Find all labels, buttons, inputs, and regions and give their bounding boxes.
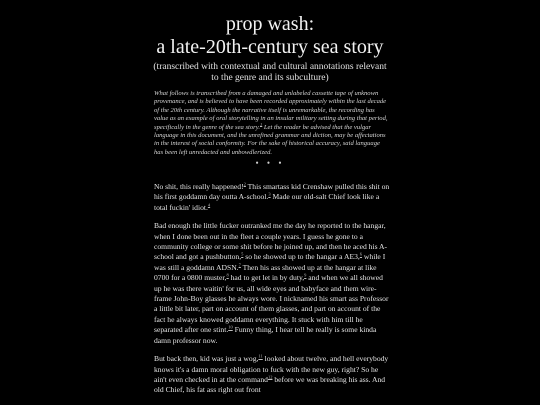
footnote-link-6[interactable]: 6 (359, 251, 363, 257)
footnote-link-5[interactable]: 5 (241, 251, 244, 257)
page-title-line-1: prop wash: (225, 13, 315, 35)
footnote-link-3[interactable]: 3 (268, 191, 271, 197)
footnote-link-4[interactable]: 4 (207, 202, 211, 208)
footnote-link-2[interactable]: 2 (243, 181, 246, 187)
p2-text-a: Bad enough the little fucker outranked me the day he reported to the hangar, when I done been out in the fleet a couple years. I guess he gone to a community college or some shit before he joined up, and then he aced his A-school and got a pushbutton, (154, 221, 388, 262)
footnote-link-1[interactable]: 1 (259, 121, 263, 127)
p3-text-b: looked about twelve, and hell everybody knows it's a damn moral obligation to fuck with the new guy, right? So he ain't even checked in at the command (154, 354, 389, 384)
p2-text-c: while I was still a goddamn ADSN. (154, 252, 386, 272)
paragraph-3 (154, 354, 390, 396)
p1-text-a: No shit, this really happened! (154, 182, 244, 191)
footnote-link-8[interactable]: 8 (226, 272, 229, 278)
p1-text-b: This smartass kid Crenshaw pulled this shit on his first goddamn day outta A-school. (154, 182, 390, 202)
intro-text-a: What follows is transcribed from a damaged and unlabeled cassette tape of unknown provenance, and is believed to have been recorded approximately within the last decade of the 20th century. Although the narrative itself is unremarkable, the recording has value as an example of oral storytelling in an insular military setting during that period, specifically in the genre of the sea story. (154, 90, 388, 131)
intro-note (154, 90, 390, 157)
paragraph-2 (154, 221, 390, 346)
footnote-link-10[interactable]: 10 (228, 324, 233, 330)
footnote-link-7[interactable]: 7 (238, 262, 241, 268)
p2-text-b: so he showed up to the hangar a AE3, (243, 252, 360, 262)
footnote-link-11[interactable]: 11 (258, 353, 263, 359)
page-title-line-2: a late-20th-century sea story (156, 36, 384, 58)
p3-text-a: But back then, kid was just a wog, (154, 354, 259, 364)
paragraph-1 (154, 182, 390, 213)
p2-text-e: had to get let in by duty, (228, 273, 305, 283)
story-body (154, 182, 390, 404)
footnote-link-12[interactable]: 12 (267, 374, 273, 380)
intro-text-b: Let the reader be advised that the vulgar language in this document, and the unrefined grammar and diction, may be affectations in the interest of social conformity. For the sake of historical accuracy, said language has been left unredacted and unbowdlerized. (154, 123, 386, 156)
section-separator: • • • (255, 158, 285, 168)
p2-text-d: Then his ass showed up at the hangar at like 0700 for a 0800 muster, (154, 262, 377, 283)
p1-text-c: Made our old-salt Chief look like a total fuckin' idiot. (154, 192, 380, 212)
footnote-link-9[interactable]: 9 (304, 272, 307, 278)
p2-text-g: Funny thing, I hear tell he really is some kinda damn professor now. (154, 325, 377, 345)
p3-text-c: before we was breaking his ass. And old Chief, his fat ass right out front (154, 374, 386, 395)
p2-text-f: and when we all showed up he was there waitin' for us, all wide eyes and babyface and them wire-frame John-Boy glasses he always wore. I nicknamed his smart ass Professor a little bit later, part on account of them glasses, and part on account of the fact he always knowed goddamn everything. It stuck with him till he separated after one stint. (154, 273, 389, 335)
page-subtitle: (transcribed with contextual and cultural annotations relevant to the genre and its subculture) (153, 62, 387, 83)
